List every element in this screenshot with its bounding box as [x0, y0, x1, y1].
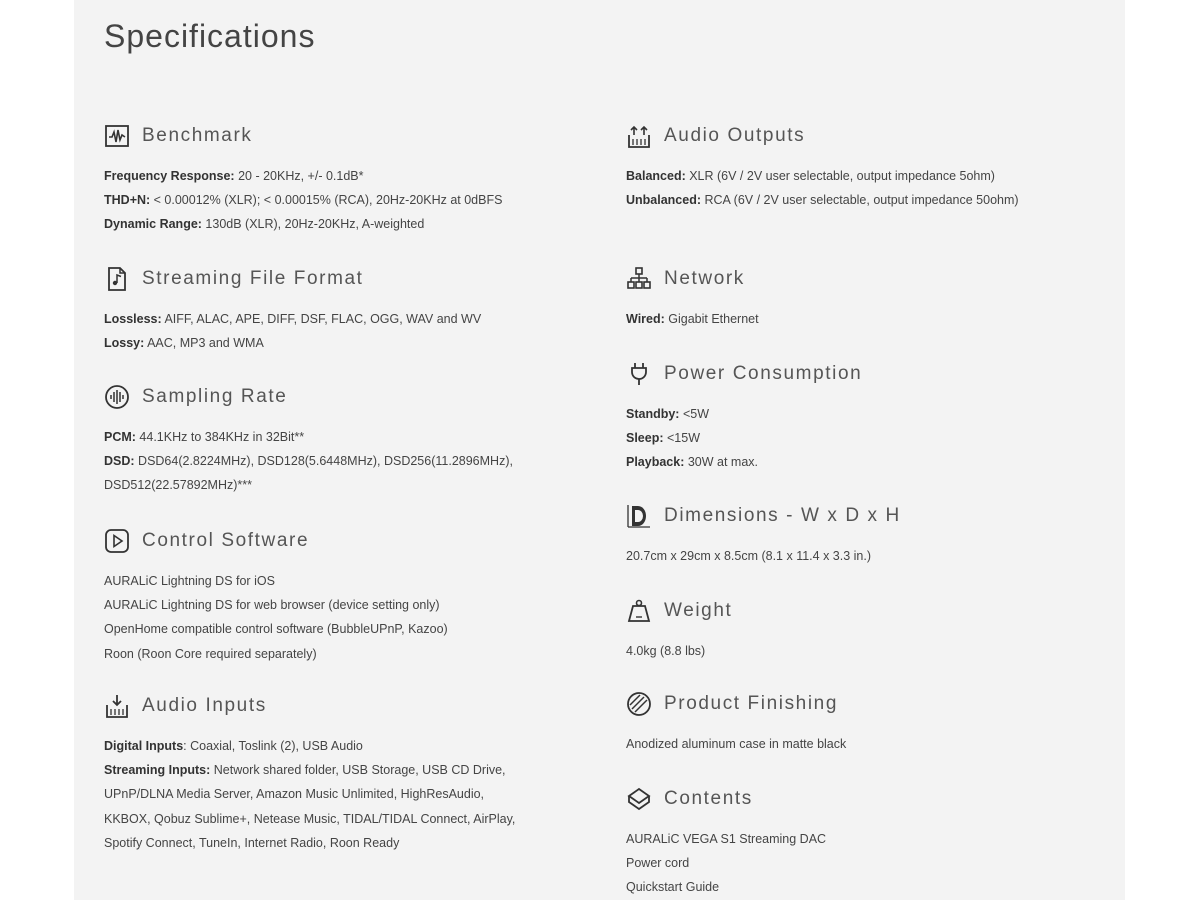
- spec-line: [104, 188, 574, 212]
- section-body: [626, 402, 1106, 475]
- spec-line: [104, 473, 574, 497]
- section-title: Contents: [664, 788, 753, 809]
- music-file-icon: [104, 266, 130, 292]
- spec-value: DSD64(2.8224MHz), DSD128(5.6448MHz), DSD256(11.2896MHz),: [134, 454, 513, 469]
- spec-line: [104, 425, 574, 449]
- network-icon: [626, 266, 652, 292]
- spec-line: [626, 164, 1106, 188]
- power-plug-icon: [626, 361, 652, 387]
- section-header: [104, 265, 574, 293]
- spec-value: AURALiC Lightning DS for web browser (device setting only): [104, 598, 440, 613]
- spec-label: Balanced:: [626, 169, 686, 183]
- section-streaming-file-format: [104, 265, 574, 355]
- section-body: [104, 425, 574, 498]
- spec-line: [626, 851, 1106, 875]
- section-header: [626, 785, 1106, 813]
- section-title: Sampling Rate: [142, 386, 288, 407]
- spec-value: AIFF, ALAC, APE, DIFF, DSF, FLAC, OGG, WAV and WV: [161, 312, 482, 326]
- spec-label: Sleep:: [626, 431, 664, 446]
- section-header: [626, 265, 1106, 293]
- spec-line: [104, 807, 574, 831]
- section-body: [626, 639, 1106, 663]
- section-header: [626, 360, 1106, 388]
- spec-line: [626, 307, 1106, 331]
- spec-value: OpenHome compatible control software (BubbleUPnP, Kazoo): [104, 622, 448, 637]
- waveform-icon: [104, 123, 130, 149]
- spec-label: DSD:: [104, 454, 135, 469]
- section-power-consumption: [626, 360, 1106, 475]
- section-body: [104, 307, 574, 355]
- dimensions-icon: [626, 503, 652, 529]
- page-title: Specifications: [104, 18, 316, 54]
- spec-value: <15W: [663, 431, 700, 446]
- section-title: Control Software: [142, 530, 310, 551]
- section-body: [104, 734, 574, 855]
- spec-line: [104, 734, 574, 758]
- spec-label: Lossy:: [104, 336, 145, 351]
- spec-value: < 0.00012% (XLR); < 0.00015% (RCA), 20Hz-20KHz at 0dBFS: [150, 193, 503, 208]
- section-body: [626, 307, 1106, 331]
- spec-label: Frequency Response:: [104, 169, 235, 183]
- section-sampling-rate: [104, 383, 574, 498]
- weight-icon: [626, 598, 652, 624]
- spec-line: [104, 831, 574, 855]
- section-network: [626, 265, 1106, 331]
- spec-value: 44.1KHz to 384KHz in 32Bit**: [135, 430, 305, 444]
- spec-line: [626, 450, 1106, 474]
- section-benchmark: [104, 122, 574, 237]
- section-dimensions: [626, 502, 1106, 568]
- box-icon: [626, 786, 652, 812]
- section-title: Dimensions - W x D x H: [664, 505, 901, 526]
- spec-label: Wired:: [626, 312, 665, 326]
- spec-value: 130dB (XLR), 20Hz-20KHz, A-weighted: [201, 217, 425, 232]
- section-title: Audio Outputs: [664, 125, 806, 146]
- spec-line: [626, 544, 1106, 568]
- spec-line: [104, 617, 574, 641]
- spec-label: PCM:: [104, 430, 136, 444]
- spec-label: Unbalanced:: [626, 193, 702, 208]
- spec-label: THD+N:: [104, 193, 151, 208]
- spec-value: UPnP/DLNA Media Server, Amazon Music Unlimited, HighResAudio,: [104, 787, 485, 802]
- section-body: [104, 164, 574, 237]
- spec-line: [626, 426, 1106, 450]
- play-button-icon: [104, 528, 130, 554]
- spec-label: Lossless:: [104, 312, 162, 326]
- section-header: [626, 122, 1106, 150]
- spec-value: AURALiC VEGA S1 Streaming DAC: [626, 832, 827, 846]
- spec-label: Dynamic Range:: [104, 217, 202, 232]
- spec-value: RCA (6V / 2V user selectable, output impedance 50ohm): [701, 193, 1019, 208]
- spec-label: Playback:: [626, 455, 685, 470]
- spec-value: Roon (Roon Core required separately): [104, 646, 317, 661]
- section-header: [626, 597, 1106, 625]
- spec-label: Streaming Inputs:: [104, 763, 211, 778]
- spec-line: [104, 164, 574, 188]
- section-title: Audio Inputs: [142, 695, 267, 716]
- audio-output-icon: [626, 123, 652, 149]
- spec-value: : Coaxial, Toslink (2), USB Audio: [183, 739, 363, 753]
- spec-value: 20.7cm x 29cm x 8.5cm (8.1 x 11.4 x 3.3 in.): [626, 549, 872, 563]
- spec-value: Spotify Connect, TuneIn, Internet Radio, Roon Ready: [104, 835, 400, 850]
- spec-value: KKBOX, Qobuz Sublime+, Netease Music, TIDAL/TIDAL Connect, AirPlay,: [104, 811, 516, 826]
- spec-line: [626, 827, 1106, 851]
- spec-value: Anodized aluminum case in matte black: [626, 737, 847, 751]
- section-contents: [626, 785, 1106, 900]
- spec-line: [626, 402, 1106, 426]
- spec-value: 30W at max.: [684, 455, 759, 470]
- spec-line: [104, 449, 574, 473]
- section-body: [626, 827, 1106, 900]
- section-body: [626, 544, 1106, 568]
- section-body: [626, 164, 1106, 212]
- section-header: [104, 692, 574, 720]
- spec-line: [104, 212, 574, 236]
- section-header: [104, 122, 574, 150]
- section-audio-outputs: [626, 122, 1106, 212]
- section-title: Product Finishing: [664, 693, 838, 714]
- spec-value: DSD512(22.57892MHz)***: [104, 478, 252, 493]
- spec-line: [626, 875, 1106, 899]
- section-title: Weight: [664, 600, 733, 621]
- spec-value: Quickstart Guide: [626, 880, 720, 895]
- finishing-icon: [626, 691, 652, 717]
- section-title: Power Consumption: [664, 363, 863, 384]
- spec-value: Network shared folder, USB Storage, USB CD Drive,: [210, 763, 506, 778]
- spec-value: AAC, MP3 and WMA: [144, 336, 264, 351]
- spec-line: [104, 307, 574, 331]
- section-title: Benchmark: [142, 125, 253, 146]
- section-header: [626, 690, 1106, 718]
- section-header: [626, 502, 1106, 530]
- spec-value: XLR (6V / 2V user selectable, output impedance 5ohm): [685, 169, 995, 183]
- section-body: [626, 732, 1106, 756]
- section-header: [104, 527, 574, 555]
- spec-value: 20 - 20KHz, +/- 0.1dB*: [234, 169, 364, 183]
- spec-line: [626, 732, 1106, 756]
- spec-line: [104, 331, 574, 355]
- section-weight: [626, 597, 1106, 663]
- spec-line: [104, 593, 574, 617]
- section-product-finishing: [626, 690, 1106, 756]
- spec-line: [626, 639, 1106, 663]
- spec-line: [104, 569, 574, 593]
- spec-line: [104, 758, 574, 782]
- spec-value: <5W: [679, 407, 710, 421]
- spec-label: Digital Inputs: [104, 739, 184, 753]
- section-header: [104, 383, 574, 411]
- section-body: [104, 569, 574, 666]
- sound-wave-circle-icon: [104, 384, 130, 410]
- audio-input-icon: [104, 693, 130, 719]
- spec-line: [626, 188, 1106, 212]
- section-control-software: [104, 527, 574, 666]
- spec-line: [104, 642, 574, 666]
- spec-value: AURALiC Lightning DS for iOS: [104, 574, 275, 588]
- section-title: Network: [664, 268, 745, 289]
- section-audio-inputs: [104, 692, 574, 855]
- spec-line: [104, 782, 574, 806]
- spec-value: Power cord: [626, 856, 690, 871]
- spec-value: Gigabit Ethernet: [664, 312, 759, 326]
- spec-label: Standby:: [626, 407, 680, 421]
- section-title: Streaming File Format: [142, 268, 364, 289]
- spec-value: 4.0kg (8.8 lbs): [626, 644, 706, 658]
